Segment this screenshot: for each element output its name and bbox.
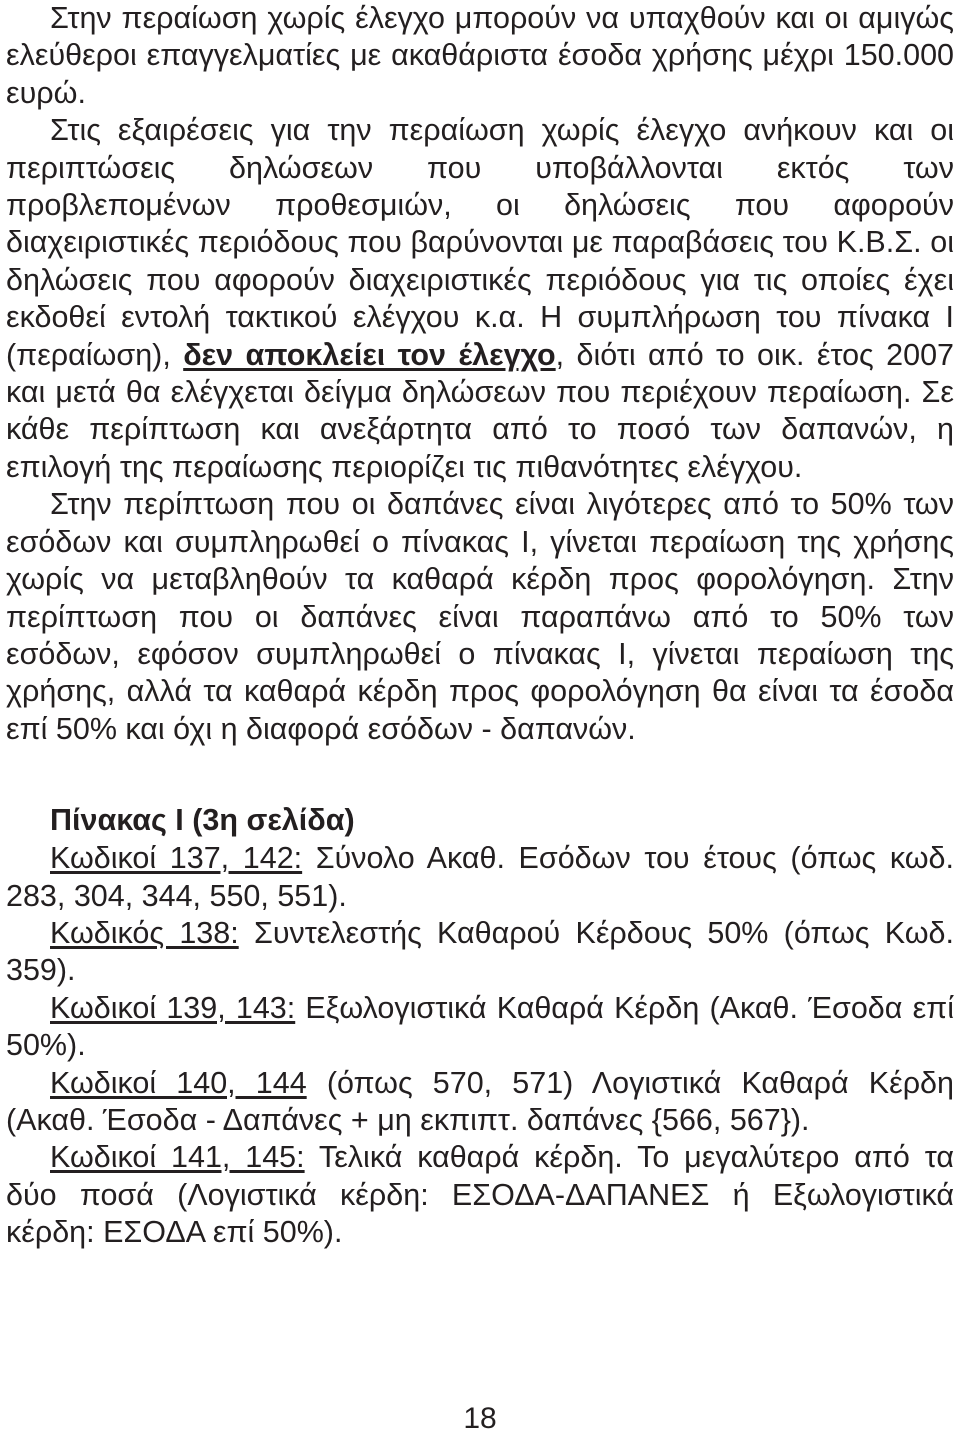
paragraph-exceptions	[6, 112, 954, 486]
code-label: Κωδικός 138:	[50, 915, 239, 950]
emphasis-text: δεν αποκλείει τον έλεγχο	[183, 337, 556, 372]
code-item	[6, 1139, 954, 1251]
paragraph-text: Στην περαίωση χωρίς έλεγχο μπορούν να υπαχθούν και οι αμιγώς ελεύθεροι επαγγελματίες με ακαθάριστα έσοδα χρήσης μέχρι 150.000 ευρώ.	[6, 1, 954, 110]
code-label: Κωδικοί 137, 142:	[50, 841, 303, 876]
code-description: Σύνολο Ακαθ. Εσόδων του έτους (όπως κωδ. 283, 304, 344, 550, 551).	[6, 841, 955, 913]
paragraph-text: Στην περίπτωση που οι δαπάνες είναι λιγότερες από το 50% των εσόδων και συμπληρωθεί ο πίνακας Ι, γίνεται περαίωση της χρήσης χωρίς να μεταβληθούν τα καθαρά κέρδη προς φορολόγηση. Στην περίπτωση που οι δαπάνες είναι παραπάνω από το 50% των εσόδων, εφόσον συμπληρωθεί ο πίνακας Ι, γίνεται περαίωση της χρήσης, αλλά τα καθαρά κέρδη προς φορολόγηση θα είναι τα έσοδα επί 50% και όχι η διαφορά εσόδων - δαπανών.	[6, 487, 954, 746]
document-page	[6, 0, 954, 1252]
paragraph-text: , διότι από το οικ. έτος 2007 και μετά θα ελέγχεται δείγμα δηλώσεων που περιέχουν περαίωση. Σε κάθε περίπτωση και ανεξάρτητα από το ποσό των δαπανών, η επιλογή της περαίωσης περιορίζει τις πιθανότητες ελέγχου.	[6, 337, 954, 484]
code-label: Κωδικοί 141, 145:	[50, 1140, 305, 1175]
code-description: (όπως 570, 571) Λογιστικά Καθαρά Κέρδη (Ακαθ. Έσοδα - Δαπάνες + μη εκπιπτ. δαπάνες {566, 567}).	[6, 1065, 954, 1137]
code-label: Κωδικοί 139, 143:	[50, 990, 296, 1025]
page-number: 18	[463, 1402, 497, 1435]
code-item	[6, 840, 954, 915]
code-description: Εξωλογιστικά Καθαρά Κέρδη (Ακαθ. Έσοδα επί 50%).	[6, 990, 954, 1063]
paragraph-text: Στις εξαιρέσεις για την περαίωση χωρίς έλεγχο ανήκουν και οι περιπτώσεις δηλώσεων που υποβάλλονται εκτός των προβλεπομένων προθεσμιών, οι δηλώσεις που αφορούν διαχειριστικές περιόδους που βαρύνονται με παραβάσεις του Κ.Β.Σ. οι δηλώσεις που αφορούν διαχειριστικές περιόδους για τις οποίες έχει εκδοθεί εντολή τακτικού ελέγχου κ.α. Η συμπλήρωση του πίνακα Ι (περαίωση),	[6, 113, 954, 372]
section-spacer	[6, 748, 954, 800]
code-item	[6, 1065, 954, 1140]
paragraph-freelancers	[6, 0, 954, 112]
code-description: Τελικά καθαρά κέρδη. Το μεγαλύτερο από τα δύο ποσά (Λογιστικά κέρδη: ΕΣΟΔΑ-ΔΑΠΑΝΕΣ ή Εξωλογιστικά κέρδη: ΕΣΟΔΑ επί 50%).	[6, 1140, 955, 1250]
code-label: Κωδικοί 140, 144	[50, 1065, 307, 1100]
code-item	[6, 990, 954, 1065]
code-description: Συντελεστής Καθαρού Κέρδους 50% (όπως Κωδ. 359).	[6, 915, 954, 988]
code-item	[6, 915, 954, 990]
paragraph-expenses	[6, 486, 954, 748]
section-heading: Πίνακας Ι (3η σελίδα)	[50, 803, 355, 838]
